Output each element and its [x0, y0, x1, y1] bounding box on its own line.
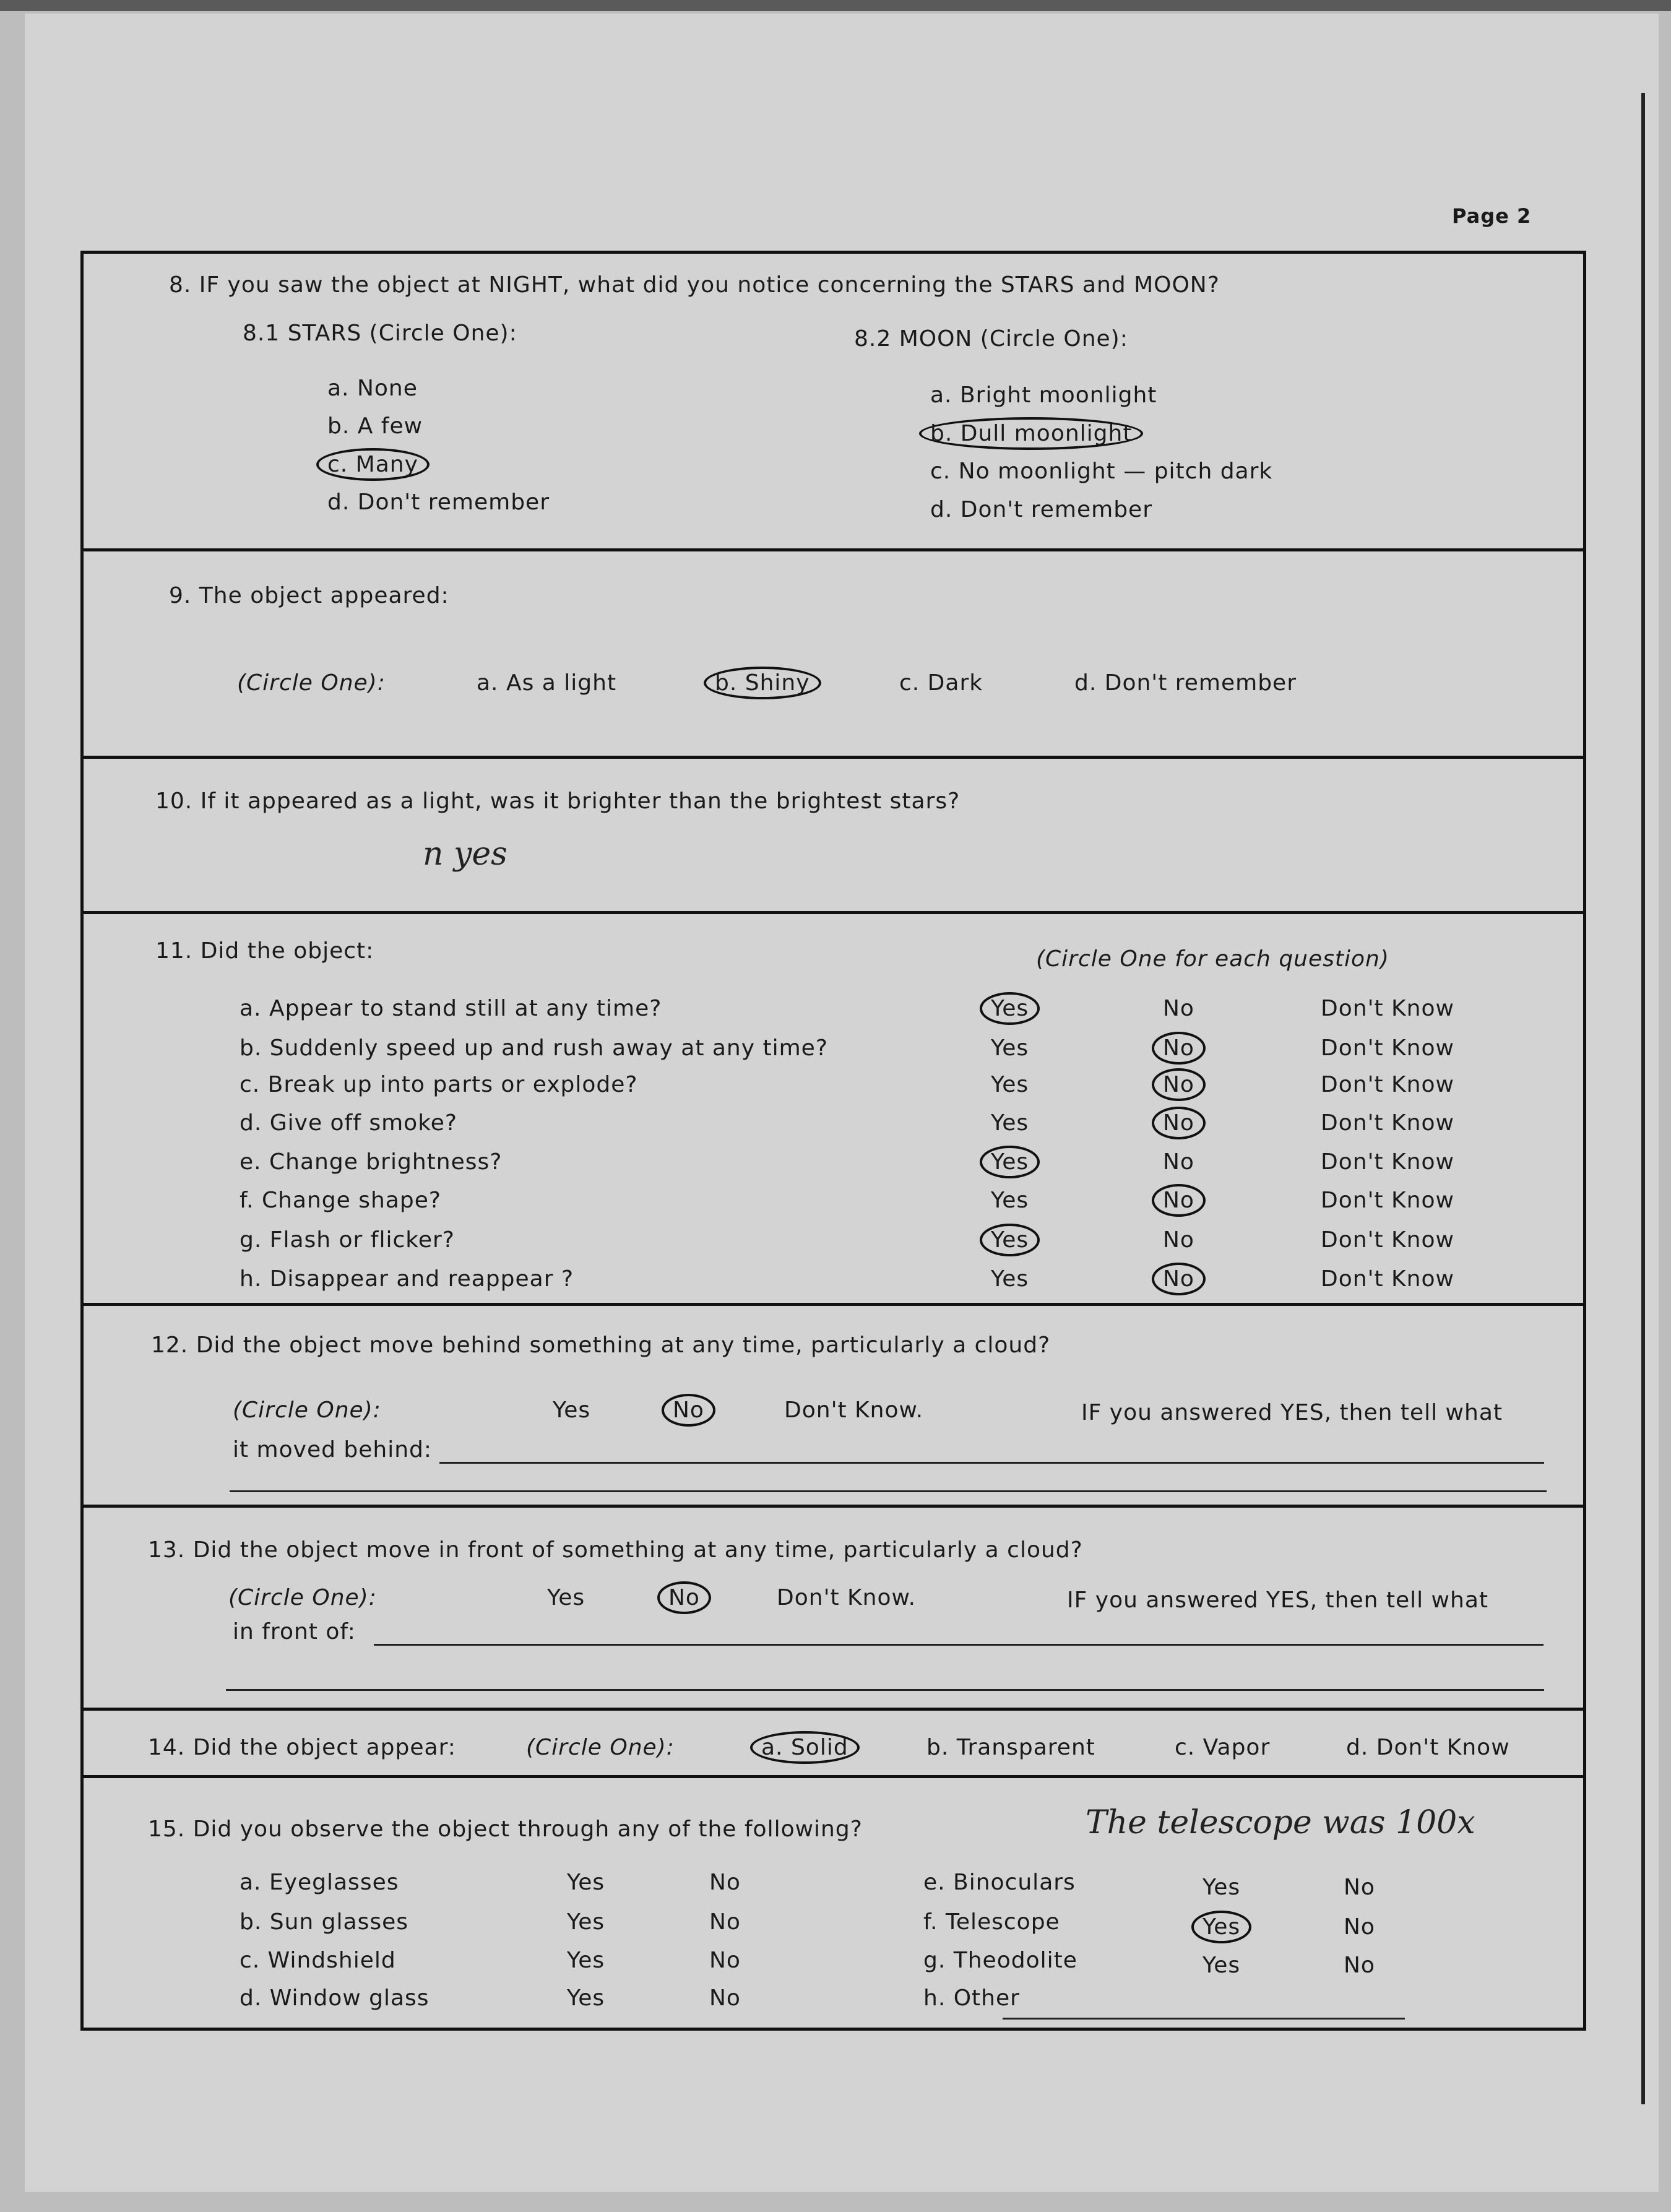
q11-item-label: c. Break up into parts or explode? [240, 1072, 638, 1097]
moon-option[interactable]: a. Bright moonlight [930, 382, 1157, 408]
q12-field-label: it moved behind: [233, 1437, 433, 1462]
stars-option[interactable]: b. A few [327, 413, 423, 439]
q15-yes-option[interactable]: Yes [567, 1909, 605, 1935]
q11-item-label: e. Change brightness? [240, 1149, 503, 1175]
q11-no-option[interactable]: No [1152, 1032, 1206, 1065]
q13-if-yes: IF you answered YES, then tell what [1067, 1588, 1488, 1613]
q14-option[interactable]: a. Solid [750, 1731, 860, 1764]
questionnaire-box [80, 251, 1586, 2031]
q9-option[interactable]: c. Dark [899, 670, 983, 696]
q11-yes-option[interactable]: Yes [980, 992, 1040, 1025]
q12-circle-one: (Circle One): [233, 1398, 381, 1423]
divider [80, 1505, 1586, 1508]
q11-yes-option[interactable]: Yes [980, 1224, 1040, 1256]
q11-no-option[interactable]: No [1163, 996, 1194, 1021]
q14-option[interactable]: b. Transparent [926, 1735, 1095, 1760]
q11-item-label: g. Flash or flicker? [240, 1227, 455, 1253]
moon-option[interactable]: d. Don't remember [930, 497, 1152, 522]
q11-item-label: f. Change shape? [240, 1188, 441, 1213]
q15-item-label: a. Eyeglasses [240, 1870, 399, 1895]
stars-option[interactable]: c. Many [316, 448, 430, 481]
q11-yes-option[interactable]: Yes [991, 1110, 1029, 1136]
q15-yes-option[interactable]: Yes [567, 1870, 605, 1895]
q12-answer-line-2[interactable] [230, 1490, 1547, 1492]
q11-dont-know-option[interactable]: Don't Know [1321, 1072, 1454, 1097]
q9-circle-one: (Circle One): [237, 670, 386, 696]
q11-item-label: a. Appear to stand still at any time? [240, 996, 662, 1021]
q11-no-option[interactable]: No [1152, 1263, 1206, 1295]
q11-dont-know-option[interactable]: Don't Know [1321, 1035, 1454, 1061]
q15-no-option[interactable]: No [1344, 1875, 1375, 1900]
q15-item-label: c. Windshield [240, 1948, 396, 1973]
scan-edge [0, 0, 1671, 11]
q13-no[interactable]: No [657, 1581, 711, 1614]
q12-dont-know[interactable]: Don't Know. [784, 1398, 924, 1423]
q15-yes-option[interactable]: Yes [567, 1985, 605, 2011]
q15-item-label: g. Theodolite [923, 1948, 1077, 1973]
q11-no-option[interactable]: No [1163, 1149, 1194, 1175]
q11-item-label: h. Disappear and reappear ? [240, 1266, 574, 1292]
q11-dont-know-option[interactable]: Don't Know [1321, 996, 1454, 1021]
q11-no-option[interactable]: No [1152, 1184, 1206, 1217]
divider [80, 756, 1586, 759]
q11-yes-option[interactable]: Yes [991, 1188, 1029, 1213]
divider [80, 1708, 1586, 1711]
stars-option[interactable]: a. None [327, 376, 418, 401]
q15-item-label: b. Sun glasses [240, 1909, 408, 1935]
q11-no-option[interactable]: No [1152, 1107, 1206, 1139]
q12-yes[interactable]: Yes [553, 1398, 591, 1423]
scan-edge-right [1641, 93, 1645, 2104]
q15-item-label: h. Other [923, 1985, 1020, 2011]
q15-yes-option[interactable]: Yes [1203, 1875, 1241, 1900]
q11-yes-option[interactable]: Yes [991, 1266, 1029, 1292]
q11-yes-option[interactable]: Yes [991, 1035, 1029, 1061]
q11-title: 11. Did the object: [155, 938, 374, 964]
q15-yes-option[interactable]: Yes [1191, 1911, 1251, 1943]
q15-no-option[interactable]: No [709, 1985, 741, 2011]
q9-title: 9. The object appeared: [169, 583, 449, 608]
q13-dont-know[interactable]: Don't Know. [777, 1585, 917, 1610]
page-number: Page 2 [1452, 204, 1532, 228]
q13-field-label: in front of: [233, 1619, 356, 1644]
q11-circle-note: (Circle One for each question) [1036, 946, 1389, 972]
q11-yes-option[interactable]: Yes [991, 1072, 1029, 1097]
q15-no-option[interactable]: No [709, 1870, 741, 1895]
q12-title: 12. Did the object move behind something at any time, particularly a cloud? [151, 1333, 1051, 1358]
q14-option[interactable]: d. Don't Know [1346, 1735, 1510, 1760]
q14-circle-one: (Circle One): [526, 1735, 675, 1760]
q15-other-line[interactable] [1003, 2018, 1405, 2020]
q12-if-yes: IF you answered YES, then tell what [1081, 1400, 1503, 1425]
q13-answer-line-2[interactable] [226, 1689, 1544, 1691]
q15-no-option[interactable]: No [1344, 1914, 1375, 1940]
q13-title: 13. Did the object move in front of something at any time, particularly a cloud? [148, 1537, 1083, 1563]
moon-option[interactable]: c. No moonlight — pitch dark [930, 459, 1273, 484]
q12-answer-line-1[interactable] [439, 1462, 1544, 1464]
q11-dont-know-option[interactable]: Don't Know [1321, 1227, 1454, 1253]
divider [80, 911, 1586, 914]
divider [80, 1303, 1586, 1306]
q9-option[interactable]: a. As a light [477, 670, 617, 696]
q10-handwritten-answer: n yes [423, 836, 507, 873]
q15-title: 15. Did you observe the object through any of the following? [148, 1817, 863, 1842]
q11-dont-know-option[interactable]: Don't Know [1321, 1149, 1454, 1175]
q15-no-option[interactable]: No [709, 1909, 741, 1935]
q11-item-label: d. Give off smoke? [240, 1110, 458, 1136]
q8-moon-title: 8.2 MOON (Circle One): [854, 326, 1128, 352]
q10-title: 10. If it appeared as a light, was it brighter than the brightest stars? [155, 788, 961, 814]
divider [80, 548, 1586, 551]
q15-handwritten-note: The telescope was 100x [1086, 1804, 1475, 1841]
q11-dont-know-option[interactable]: Don't Know [1321, 1188, 1454, 1213]
q11-dont-know-option[interactable]: Don't Know [1321, 1110, 1454, 1136]
q13-circle-one: (Circle One): [228, 1585, 377, 1610]
q9-option[interactable]: d. Don't remember [1074, 670, 1297, 696]
q11-item-label: b. Suddenly speed up and rush away at any time? [240, 1035, 828, 1061]
q12-no[interactable]: No [662, 1394, 715, 1427]
q14-title: 14. Did the object appear: [148, 1735, 456, 1760]
q9-option[interactable]: b. Shiny [704, 667, 821, 699]
q15-yes-option[interactable]: Yes [567, 1948, 605, 1973]
q11-no-option[interactable]: No [1163, 1227, 1194, 1253]
q13-yes[interactable]: Yes [547, 1585, 585, 1610]
q15-item-label: e. Binoculars [923, 1870, 1076, 1895]
q15-item-label: d. Window glass [240, 1985, 430, 2011]
q11-dont-know-option[interactable]: Don't Know [1321, 1266, 1454, 1292]
q11-no-option[interactable]: No [1152, 1068, 1206, 1101]
q8-stars-title: 8.1 STARS (Circle One): [243, 321, 517, 346]
q15-item-label: f. Telescope [923, 1909, 1060, 1935]
q8-title: 8. IF you saw the object at NIGHT, what did you notice concerning the STARS and MOON? [169, 272, 1220, 298]
moon-option[interactable]: b. Dull moonlight [919, 417, 1143, 450]
q14-option[interactable]: c. Vapor [1175, 1735, 1271, 1760]
q15-yes-option[interactable]: Yes [1203, 1953, 1241, 1978]
q13-answer-line-1[interactable] [374, 1644, 1544, 1646]
q15-no-option[interactable]: No [1344, 1953, 1375, 1978]
divider [80, 1775, 1586, 1778]
q11-yes-option[interactable]: Yes [980, 1146, 1040, 1178]
stars-option[interactable]: d. Don't remember [327, 490, 550, 515]
q15-no-option[interactable]: No [709, 1948, 741, 1973]
